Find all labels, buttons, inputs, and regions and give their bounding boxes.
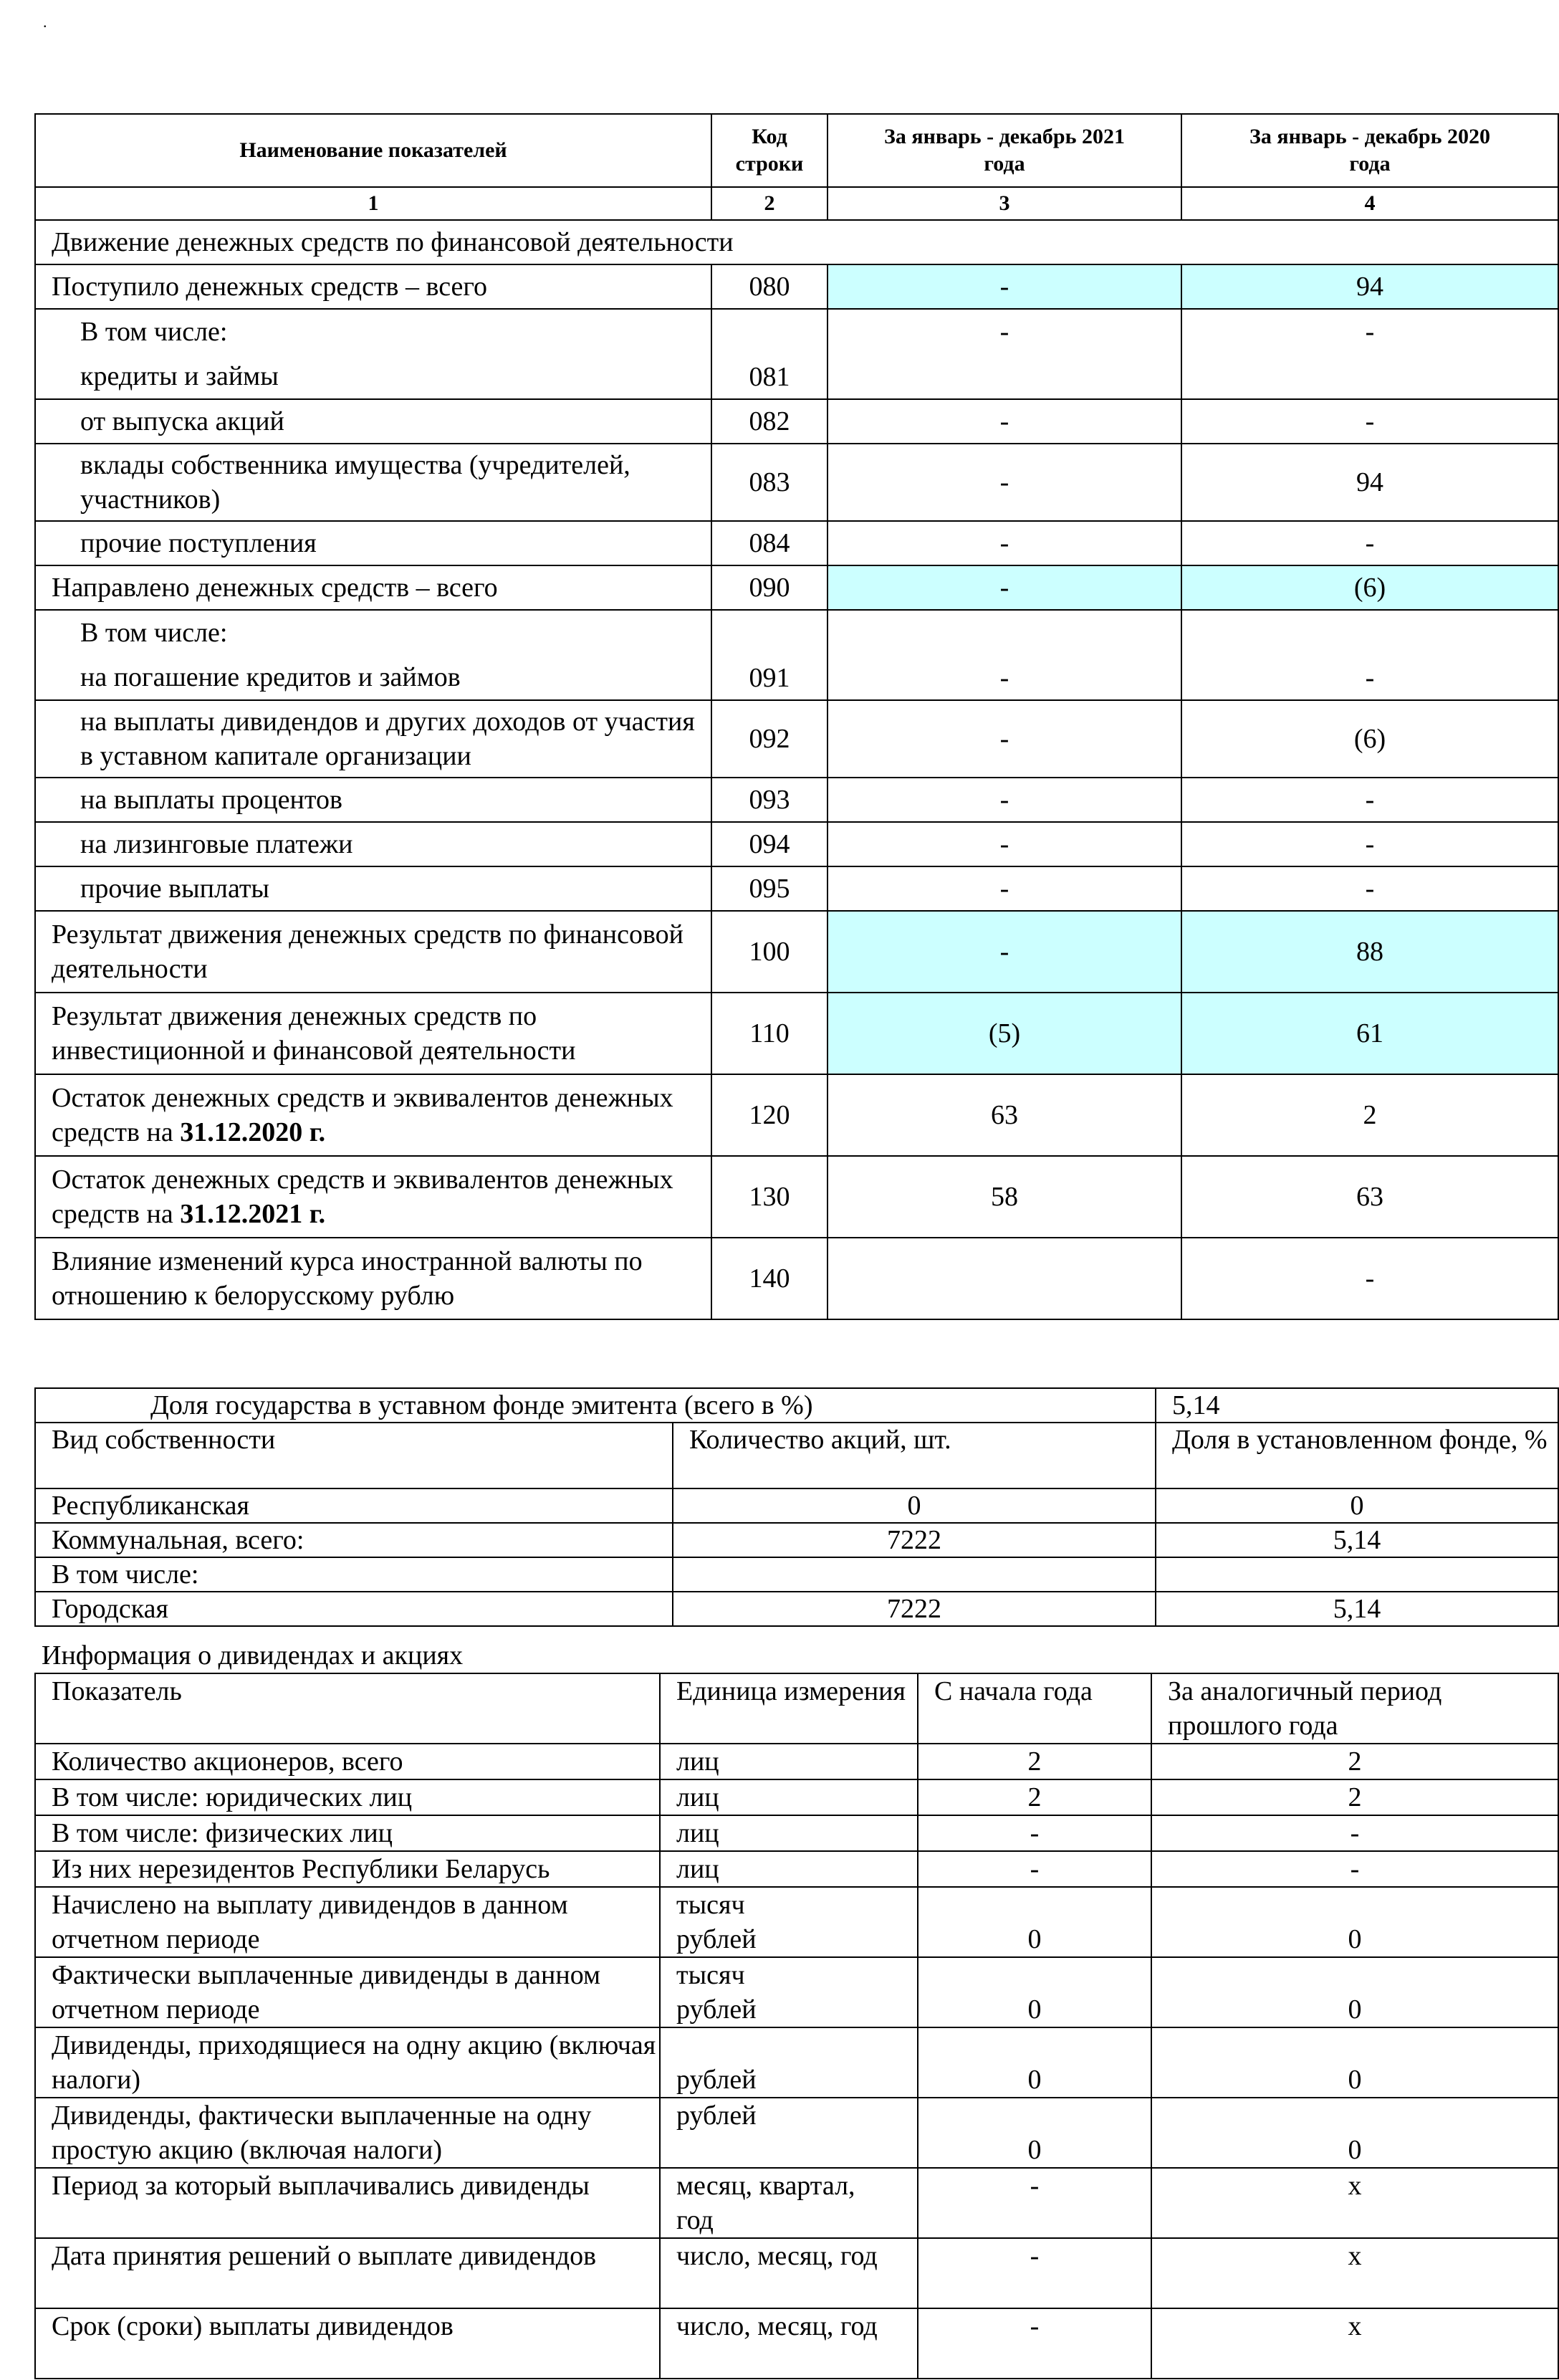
indicator: Дата принятия решений о выплате дивидендов [35, 2238, 660, 2308]
prior-value: 0 [1151, 1957, 1558, 2027]
prior-value: 0 [1151, 1887, 1558, 1957]
unit: лиц [660, 1851, 918, 1887]
row-current: - [828, 309, 1181, 399]
row-code: 110 [711, 993, 828, 1074]
unit: лиц [660, 1744, 918, 1779]
row-prior: - [1181, 1238, 1558, 1319]
state-share-row [35, 1388, 1558, 1423]
row-name: на выплаты процентов [35, 778, 711, 822]
column-number: 2 [711, 187, 828, 220]
row-code: 082 [711, 399, 828, 444]
row-current: - [828, 866, 1181, 911]
row-current: 58 [828, 1156, 1181, 1238]
ytd-value: - [918, 2238, 1151, 2308]
ownership-type: В том числе: [35, 1557, 673, 1592]
row-name-091: на погашение кредитов и займов [80, 662, 461, 692]
table-row [35, 521, 1558, 565]
header-period-prior: За январь - декабрь 2020 года [1181, 114, 1558, 187]
shares-count: 0 [673, 1488, 1156, 1523]
table-row [35, 444, 1558, 521]
row-name: от выпуска акций [35, 399, 711, 444]
share-pct: 5,14 [1156, 1592, 1558, 1626]
row-code: 140 [711, 1238, 828, 1319]
unit: число, месяц, год [660, 2308, 918, 2379]
table-row [35, 1815, 1558, 1851]
row-code: 100 [711, 911, 828, 993]
unit: рублей [660, 2027, 918, 2098]
indicator: Начислено на выплату дивидендов в данном отчетном периоде [35, 1887, 660, 1957]
row-prior: 61 [1181, 993, 1558, 1074]
ytd-value: - [918, 1851, 1151, 1887]
row-code: 095 [711, 866, 828, 911]
shares-count: 7222 [673, 1592, 1156, 1626]
prior-value: х [1151, 2168, 1558, 2238]
row-name-081: кредиты и займы [80, 361, 279, 391]
row-name: Влияние изменений курса иностранной валюты по отношению к белорусскому рублю [35, 1238, 711, 1319]
row-prior: - [1181, 521, 1558, 565]
row-current: - [828, 911, 1181, 993]
prior-value: 2 [1151, 1744, 1558, 1779]
cashflow-table [34, 113, 1559, 1320]
row-current: - [828, 778, 1181, 822]
row-prior: 94 [1181, 264, 1558, 309]
share-pct: 5,14 [1156, 1523, 1558, 1557]
row-prior: (6) [1181, 700, 1558, 778]
row-name: Поступило денежных средств – всего [35, 264, 711, 309]
table-row [35, 778, 1558, 822]
state-share-label: Доля государства в уставном фонде эмитента (всего в %) [35, 1388, 1156, 1423]
dividends-table [34, 1673, 1559, 2379]
row-code: 094 [711, 822, 828, 866]
shares-count: 7222 [673, 1523, 1156, 1557]
state-share-value: 5,14 [1156, 1388, 1558, 1423]
indicator: Из них нерезидентов Республики Беларусь [35, 1851, 660, 1887]
row-current: - [828, 700, 1181, 778]
table-row [35, 1074, 1558, 1156]
row-name: Остаток денежных средств и эквивалентов денежных средств на 31.12.2020 г. [35, 1074, 711, 1156]
indicator: Количество акционеров, всего [35, 1744, 660, 1779]
header-ownership-type: Вид собственности [35, 1423, 673, 1488]
table-row [35, 2308, 1558, 2379]
row-code: 120 [711, 1074, 828, 1156]
ownership-type: Коммунальная, всего: [35, 1523, 673, 1557]
ownership-table [34, 1387, 1559, 1627]
indicator: Фактически выплаченные дивиденды в данном отчетном периоде [35, 1957, 660, 2027]
indicator: Срок (сроки) выплаты дивидендов [35, 2308, 660, 2379]
table-row [35, 1557, 1558, 1592]
table-row [35, 1887, 1558, 1957]
indicator: В том числе: юридических лиц [35, 1779, 660, 1815]
table-row [35, 993, 1558, 1074]
unit: лиц [660, 1779, 918, 1815]
table-row [35, 1851, 1558, 1887]
prior-value: - [1151, 1815, 1558, 1851]
column-number: 4 [1181, 187, 1558, 220]
header-ytd: С начала года [918, 1673, 1151, 1744]
ytd-value: 0 [918, 2027, 1151, 2098]
table-row [35, 1744, 1558, 1779]
row-prior: - [1181, 822, 1558, 866]
header-prior: За аналогичный период прошлого года [1151, 1673, 1558, 1744]
ownership-header-row [35, 1423, 1558, 1488]
header-name: Наименование показателей [35, 114, 711, 187]
unit: тысяч рублей [660, 1957, 918, 2027]
ytd-value: - [918, 2168, 1151, 2238]
row-prior: - [1181, 866, 1558, 911]
row-current: 63 [828, 1074, 1181, 1156]
ytd-value: - [918, 2308, 1151, 2379]
row-code: 092 [711, 700, 828, 778]
row-prior: - [1181, 610, 1558, 700]
share-pct: 0 [1156, 1488, 1558, 1523]
table-row [35, 1488, 1558, 1523]
row-prior: 88 [1181, 911, 1558, 993]
table-row [35, 2238, 1558, 2308]
ytd-value: - [918, 1815, 1151, 1851]
row-code: 080 [711, 264, 828, 309]
row-code: 091 [711, 610, 828, 700]
row-current: - [828, 399, 1181, 444]
corner-mark: . [43, 13, 47, 31]
row-current: - [828, 822, 1181, 866]
column-number: 1 [35, 187, 711, 220]
row-code: 130 [711, 1156, 828, 1238]
ytd-value: 2 [918, 1779, 1151, 1815]
unit: лиц [660, 1815, 918, 1851]
prior-value: 0 [1151, 2098, 1558, 2168]
row-name: на выплаты дивидендов и других доходов от участия в уставном капитале организации [35, 700, 711, 778]
prior-value: 2 [1151, 1779, 1558, 1815]
header-shares: Количество акций, шт. [673, 1423, 1156, 1488]
row-name: Результат движения денежных средств по инвестиционной и финансовой деятельности [35, 993, 711, 1074]
row-code: 081 [711, 309, 828, 399]
indicator: Дивиденды, приходящиеся на одну акцию (включая налоги) [35, 2027, 660, 2098]
ytd-value: 0 [918, 1957, 1151, 2027]
row-name: прочие поступления [35, 521, 711, 565]
row-name [35, 610, 711, 700]
table-row [35, 264, 1558, 309]
table-row [35, 610, 1558, 700]
unit: тысяч рублей [660, 1887, 918, 1957]
row-prior: 63 [1181, 1156, 1558, 1238]
table-row [35, 2168, 1558, 2238]
ytd-value: 0 [918, 1887, 1151, 1957]
row-current: - [828, 444, 1181, 521]
unit: месяц, квартал, год [660, 2168, 918, 2238]
table-row [35, 309, 1558, 399]
table-row [35, 2098, 1558, 2168]
row-code: 083 [711, 444, 828, 521]
row-current: - [828, 521, 1181, 565]
row-name: Остаток денежных средств и эквивалентов денежных средств на 31.12.2021 г. [35, 1156, 711, 1238]
table-row [35, 1592, 1558, 1626]
row-name: Направлено денежных средств – всего [35, 565, 711, 610]
table-row [35, 399, 1558, 444]
row-current: - [828, 610, 1181, 700]
table-row [35, 1523, 1558, 1557]
row-prior: - [1181, 778, 1558, 822]
unit: число, месяц, год [660, 2238, 918, 2308]
shares-count [673, 1557, 1156, 1592]
row-current [828, 1238, 1181, 1319]
row-name: прочие выплаты [35, 866, 711, 911]
date-bold: 31.12.2021 г. [180, 1199, 326, 1229]
indicator: Дивиденды, фактически выплаченные на одну простую акцию (включая налоги) [35, 2098, 660, 2168]
dividends-header-row [35, 1673, 1558, 1744]
table-row [35, 700, 1558, 778]
column-number: 3 [828, 187, 1181, 220]
table-row [35, 2027, 1558, 2098]
row-current: (5) [828, 993, 1181, 1074]
share-pct [1156, 1557, 1558, 1592]
subheading: В том числе: [80, 618, 228, 648]
ytd-value: 0 [918, 2098, 1151, 2168]
table-row [35, 822, 1558, 866]
row-prior: 2 [1181, 1074, 1558, 1156]
table-row [35, 1779, 1558, 1815]
header-indicator: Показатель [35, 1673, 660, 1744]
header-period-current: За январь - декабрь 2021 года [828, 114, 1181, 187]
table-row [35, 1156, 1558, 1238]
table-row [35, 1238, 1558, 1319]
date-bold: 31.12.2020 г. [180, 1117, 326, 1147]
column-number-row [35, 187, 1558, 220]
row-code: 084 [711, 521, 828, 565]
table-row [35, 866, 1558, 911]
row-prior: - [1181, 399, 1558, 444]
row-prior: 94 [1181, 444, 1558, 521]
row-name: вклады собственника имущества (учредителей, участников) [35, 444, 711, 521]
row-name: Результат движения денежных средств по финансовой деятельности [35, 911, 711, 993]
header-unit: Единица измерения [660, 1673, 918, 1744]
row-current: - [828, 264, 1181, 309]
row-prior: (6) [1181, 565, 1558, 610]
prior-value: х [1151, 2238, 1558, 2308]
table-row [35, 1957, 1558, 2027]
row-code: 093 [711, 778, 828, 822]
row-current: - [828, 565, 1181, 610]
indicator: В том числе: физических лиц [35, 1815, 660, 1851]
prior-value: 0 [1151, 2027, 1558, 2098]
table-header-row [35, 114, 1558, 187]
ownership-type: Городская [35, 1592, 673, 1626]
row-name: на лизинговые платежи [35, 822, 711, 866]
unit: рублей [660, 2098, 918, 2168]
row-name [35, 309, 711, 399]
table-row [35, 565, 1558, 610]
indicator: Период за который выплачивались дивиденды [35, 2168, 660, 2238]
ytd-value: 2 [918, 1744, 1151, 1779]
prior-value: х [1151, 2308, 1558, 2379]
subheading: В том числе: [80, 317, 228, 347]
section-title: Движение денежных средств по финансовой деятельности [35, 220, 1558, 264]
ownership-type: Республиканская [35, 1488, 673, 1523]
dividends-caption: Информация о дивидендах и акциях [42, 1640, 464, 1671]
row-code: 090 [711, 565, 828, 610]
row-prior: - [1181, 309, 1558, 399]
header-share-pct: Доля в установленном фонде, % [1156, 1423, 1558, 1488]
table-row [35, 911, 1558, 993]
header-code: Код строки [711, 114, 828, 187]
prior-value: - [1151, 1851, 1558, 1887]
section-title-row [35, 220, 1558, 264]
